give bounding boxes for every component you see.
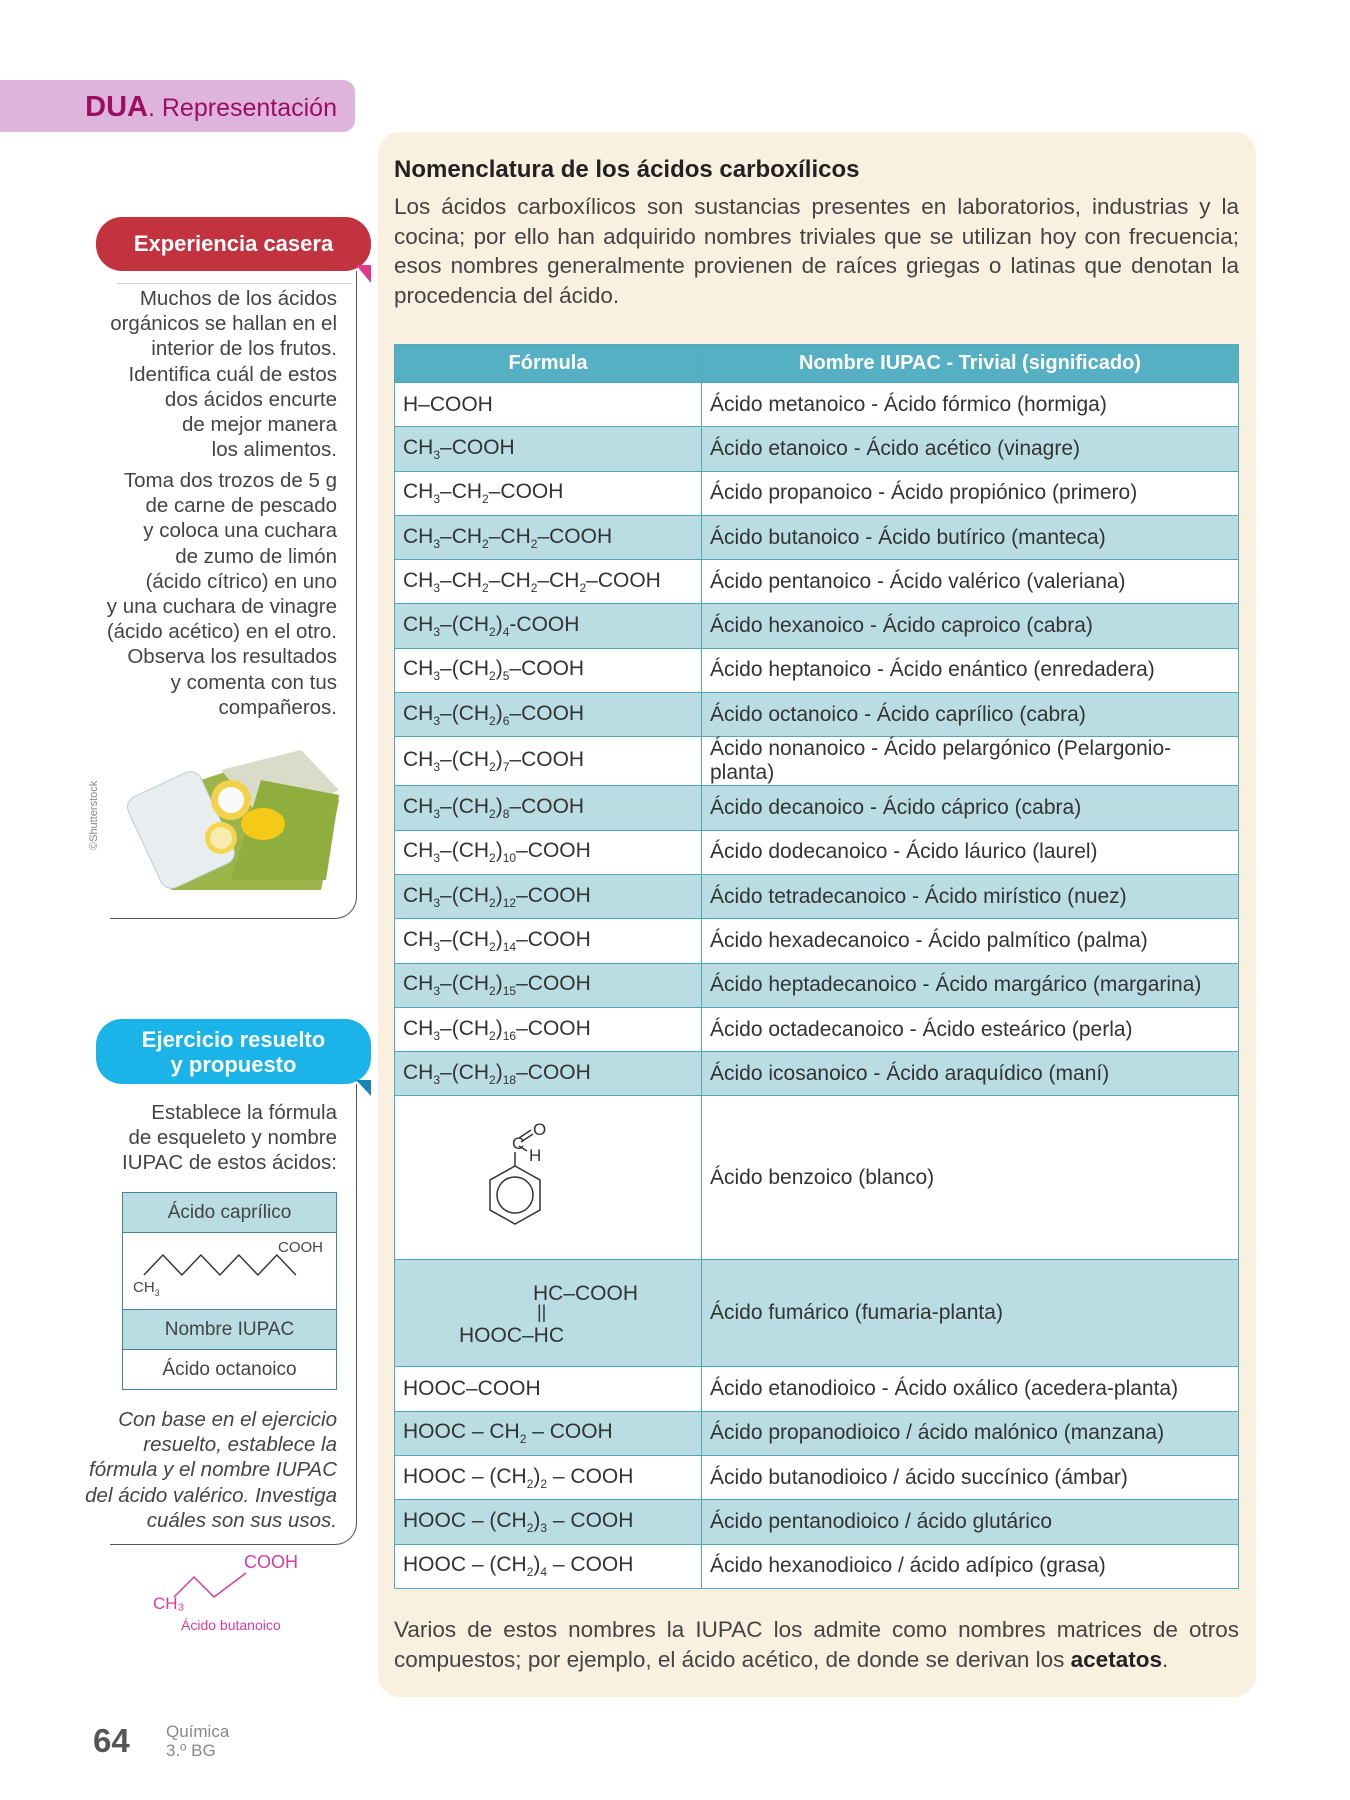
formula-subscript: 15 [502, 984, 517, 999]
formula-text: HOOC – CH [403, 1420, 520, 1444]
formula-subscript: 4 [540, 1565, 548, 1580]
formula-text: ) [495, 1016, 503, 1040]
acid-name-cell: Ácido propanoico - Ácido propiónico (primero) [702, 471, 1239, 515]
formula-cell [395, 919, 702, 963]
acid-name: Ácido caprílico [123, 1193, 337, 1233]
header-line-2: y propuesto [170, 1052, 297, 1077]
dua-banner [0, 80, 355, 132]
formula-text: ) [495, 657, 503, 681]
formula-text: CH [403, 795, 434, 819]
formula-text: ) [495, 613, 503, 637]
formula-subscript: 3 [433, 536, 441, 551]
formula-text: –COOH [537, 524, 613, 548]
dua-label: DUA [85, 91, 148, 123]
formula-text: – COOH [547, 1508, 634, 1532]
benzoic-structure [395, 1096, 702, 1260]
table-row [395, 830, 1239, 874]
formula-subscript: 2 [489, 1072, 496, 1087]
benzene-ring [485, 1116, 565, 1246]
formula-subscript: 3 [433, 939, 441, 954]
formula-cell [395, 560, 702, 604]
table-row [395, 1007, 1239, 1051]
divider [117, 283, 352, 284]
formula-subscript: 2 [489, 939, 496, 954]
ch3-label [133, 1279, 160, 1298]
formula-subscript: 2 [482, 492, 489, 507]
formula-subscript: 2 [489, 625, 496, 640]
formula-text: ) [495, 701, 503, 725]
acid-name-cell: Ácido octadecanoico - Ácido esteárico (perla) [702, 1007, 1239, 1051]
ejercicio-resuelto-header [96, 1019, 371, 1084]
formula-text: –CH [440, 524, 483, 548]
formula-cell [395, 1411, 702, 1455]
formula-text: ) [495, 795, 503, 819]
acid-name-cell: Ácido hexanoico - Ácido caproico (cabra) [702, 604, 1239, 648]
tab-corner [356, 1080, 371, 1096]
acid-name-cell: Ácido heptadecanoico - Ácido margárico (margarina) [702, 963, 1239, 1007]
formula-subscript: 16 [502, 1028, 517, 1043]
subject: Química [166, 1722, 230, 1741]
table-row [395, 648, 1239, 692]
acid-name-cell: Ácido heptanoico - Ácido enántico (enredadera) [702, 648, 1239, 692]
acid-name-cell: Ácido etanodioico - Ácido oxálico (acedera-planta) [702, 1367, 1239, 1411]
formula-text: –(CH [440, 657, 490, 681]
formula-subscript: 3 [433, 669, 441, 684]
grade: 3.º BG [166, 1741, 216, 1760]
formula-text: CH [403, 568, 434, 592]
formula-text: –COOH [440, 435, 515, 459]
formula-subscript: 2 [530, 536, 538, 551]
table-row [395, 1052, 1239, 1096]
closing-bold: acetatos [1070, 1646, 1162, 1672]
formula-cell [395, 471, 702, 515]
formula-text: CH [403, 972, 434, 996]
formula-text: ) [495, 883, 503, 907]
formula-text: – COOH [526, 1420, 613, 1444]
formula-subscript: 2 [482, 580, 489, 595]
ch-sub: 3 [154, 1288, 160, 1298]
acid-name-cell: Ácido decanoico - Ácido cáprico (cabra) [702, 786, 1239, 830]
formula-subscript: 3 [433, 851, 441, 866]
formula-cell [395, 963, 702, 1007]
formula-subscript: 3 [433, 625, 441, 640]
formula-subscript: 14 [502, 939, 517, 954]
formula-subscript: 2 [526, 1520, 534, 1535]
carbon-label: C [512, 1134, 525, 1154]
double-bond: || [537, 1302, 547, 1323]
table-row [395, 963, 1239, 1007]
closing-text: Varios de estos nombres la IUPAC los admite como nombres matrices de otros compuestos; por ejemplo, el ácido acético, de donde se derivan los [394, 1617, 1239, 1672]
formula-text: –COOH [586, 568, 661, 592]
formula-text: –COOH [516, 883, 591, 907]
formula-cell [395, 1456, 702, 1500]
formula-text: –(CH [440, 748, 490, 772]
formula-cell [395, 383, 702, 427]
example-ch3: CH₃ [153, 1594, 185, 1613]
formula-subscript: 3 [433, 492, 441, 507]
formula-text: ) [495, 972, 503, 996]
table-row [395, 874, 1239, 918]
formula-cell [395, 515, 702, 559]
ejercicio-task: Con base en el ejercicio resuelto, establece la fórmula y el nombre IUPAC del ácido valérico. Investiga cuáles son sus usos. [85, 1408, 337, 1532]
vinegar-lemon-photo [111, 740, 339, 892]
table-row [395, 560, 1239, 604]
fumaric-top: HC–COOH [533, 1282, 639, 1306]
formula-text: –CH [537, 568, 580, 592]
formula-text: –(CH [440, 613, 490, 637]
formula-text: –CH [488, 524, 531, 548]
formula-text: HOOC – (CH [403, 1553, 527, 1577]
formula-subscript: 3 [433, 895, 441, 910]
formula-text: –(CH [440, 972, 490, 996]
formula-text: CH [403, 613, 434, 637]
formula-subscript: 2 [489, 851, 496, 866]
acid-name-cell: Ácido etanoico - Ácido acético (vinagre) [702, 427, 1239, 471]
acid-name-cell: Ácido pentanodioico / ácido glutárico [702, 1500, 1239, 1544]
experiencia-text-2: Toma dos trozos de 5 g de carne de pescado y coloca una cuchara de zumo de limón (ácido cítrico) en uno y una cuchara de vinagre (ácido acético) en el otro. Observa los resultados y comenta con tus compañeros. [106, 469, 337, 719]
formula-text: ) [533, 1553, 541, 1577]
exercise-table [122, 1192, 337, 1390]
formula-subscript: 2 [489, 713, 496, 728]
formula-subscript: 2 [579, 580, 587, 595]
formula-text: CH [403, 435, 434, 459]
formula-text: ) [533, 1508, 541, 1532]
formula-subscript: 12 [502, 895, 517, 910]
formula-subscript: 7 [502, 760, 510, 775]
formula-subscript: 18 [502, 1072, 517, 1087]
table-row [395, 1367, 1239, 1411]
formula-text: HOOC–COOH [403, 1377, 541, 1401]
formula-cell [395, 1544, 702, 1588]
formula-cell [395, 786, 702, 830]
formula-text: CH [403, 927, 434, 951]
formula-text: –COOH [516, 839, 591, 863]
example-label: Ácido butanoico [181, 1617, 281, 1633]
footer-subject [166, 1722, 229, 1760]
formula-text: CH [403, 657, 434, 681]
table-row-fumaric [395, 1260, 1239, 1367]
formula-cell [395, 648, 702, 692]
formula-subscript: 2 [540, 1476, 548, 1491]
formula-subscript: 2 [482, 536, 489, 551]
formula-text: –COOH [509, 748, 585, 772]
formula-subscript: 3 [433, 760, 441, 775]
header-name: Nombre IUPAC - Trivial (significado) [702, 345, 1239, 383]
acid-name-cell: Ácido metanoico - Ácido fórmico (hormiga) [702, 383, 1239, 427]
acid-name-cell: Ácido icosanoico - Ácido araquídico (maní) [702, 1052, 1239, 1096]
carboxylic-acids-table [394, 344, 1239, 1589]
formula-text: –COOH [516, 927, 591, 951]
formula-text: –COOH [509, 657, 585, 681]
hydrogen-label: H [529, 1146, 542, 1166]
formula-text: ) [495, 927, 503, 951]
skeleton-formula-cell [123, 1233, 337, 1310]
header-formula: Fórmula [395, 345, 702, 383]
acid-name-cell: Ácido butanoico - Ácido butírico (manteca) [702, 515, 1239, 559]
formula-text: ) [495, 839, 503, 863]
formula-text: –(CH [440, 1016, 490, 1040]
formula-subscript: 2 [519, 1432, 527, 1447]
formula-cell [395, 830, 702, 874]
formula-text: –(CH [440, 883, 490, 907]
section-title: Nomenclatura de los ácidos carboxílicos [394, 156, 860, 183]
cooh-label: COOH [278, 1239, 323, 1256]
acid-name-cell: Ácido pentanoico - Ácido valérico (valeriana) [702, 560, 1239, 604]
formula-subscript: 3 [433, 713, 441, 728]
formula-subscript: 3 [433, 580, 441, 595]
formula-text: CH [403, 524, 434, 548]
page-number: 64 [93, 1722, 130, 1759]
table-row [395, 1500, 1239, 1544]
formula-cell [395, 737, 702, 786]
oxygen-label: O [533, 1120, 547, 1140]
formula-text: CH [403, 1060, 434, 1084]
formula-subscript: 3 [540, 1520, 548, 1535]
formula-text: –(CH [440, 927, 490, 951]
intro-paragraph: Los ácidos carboxílicos son sustancias presentes en laboratorios, industrias y la cocina; por ello han adquirido nombres triviales que se utilizan hoy con frecuencia; esos nombres generalmente provienen de raíces griegas o latinas que denotan la procedencia del ácido. [394, 194, 1239, 309]
closing-paragraph [394, 1615, 1239, 1674]
table-row [395, 693, 1239, 737]
formula-subscript: 10 [502, 851, 517, 866]
acid-name-cell: Ácido propanodioico / ácido malónico (manzana) [702, 1411, 1239, 1455]
table-row [395, 427, 1239, 471]
formula-cell [395, 1367, 702, 1411]
photo-credit: ©Shutterstock [88, 780, 100, 850]
formula-subscript: 3 [433, 984, 441, 999]
formula-text: HOOC – (CH [403, 1508, 527, 1532]
formula-text: –(CH [440, 839, 490, 863]
formula-text: –(CH [440, 701, 490, 725]
formula-text: ) [495, 748, 503, 772]
formula-cell [395, 874, 702, 918]
formula-text: –COOH [516, 1060, 591, 1084]
acid-name-cell: Ácido tetradecanoico - Ácido mirístico (nuez) [702, 874, 1239, 918]
formula-subscript: 8 [502, 807, 510, 822]
formula-text: –(CH [440, 795, 490, 819]
table-row [395, 515, 1239, 559]
formula-subscript: 3 [433, 1072, 441, 1087]
table-row [395, 1411, 1239, 1455]
ch-text: CH [133, 1279, 155, 1296]
formula-subscript: 5 [502, 669, 510, 684]
header-line-1: Ejercicio resuelto [141, 1027, 326, 1052]
fumaric-name: Ácido fumárico (fumaria-planta) [702, 1260, 1239, 1367]
formula-subscript: 2 [489, 760, 496, 775]
benzoic-name: Ácido benzoico (blanco) [702, 1096, 1239, 1260]
formula-text: –CH [488, 568, 531, 592]
table-row [395, 604, 1239, 648]
formula-cell [395, 1052, 702, 1096]
formula-cell [395, 693, 702, 737]
formula-text: CH [403, 701, 434, 725]
tab-corner [356, 265, 371, 283]
table-row [395, 919, 1239, 963]
formula-text: CH [403, 839, 434, 863]
formula-subscript: 2 [489, 1028, 496, 1043]
formula-text: –COOH [509, 795, 585, 819]
formula-text: –CH [440, 568, 483, 592]
formula-text: –CH [440, 480, 483, 504]
closing-end: . [1161, 1646, 1169, 1672]
formula-text: –(CH [440, 1060, 490, 1084]
iupac-header: Nombre IUPAC [123, 1310, 337, 1350]
table-row [395, 383, 1239, 427]
table-row [395, 786, 1239, 830]
example-cooh: COOH [244, 1552, 298, 1572]
formula-text: ) [533, 1464, 541, 1488]
formula-cell [395, 604, 702, 648]
table-row-benzoic [395, 1096, 1239, 1260]
formula-text: CH [403, 883, 434, 907]
experiencia-casera-header: Experiencia casera [96, 217, 371, 271]
formula-text: –COOH [516, 972, 591, 996]
formula-subscript: 2 [489, 895, 496, 910]
table-row [395, 737, 1239, 786]
formula-subscript: 2 [489, 669, 496, 684]
dua-section: . Representación [147, 94, 337, 122]
acid-name-cell: Ácido hexanodioico / ácido adípico (grasa) [702, 1544, 1239, 1588]
table-row [395, 471, 1239, 515]
formula-text: – COOH [547, 1464, 634, 1488]
table-row [395, 1456, 1239, 1500]
table-row [395, 1544, 1239, 1588]
formula-text: CH [403, 748, 434, 772]
acid-name-cell: Ácido nonanoico - Ácido pelargónico (Pelargonio-planta) [702, 737, 1239, 786]
fumaric-structure [395, 1260, 702, 1367]
fumaric-bottom: HOOC–HC [459, 1324, 565, 1348]
formula-subscript: 6 [502, 713, 510, 728]
formula-text: H–COOH [403, 392, 493, 416]
acid-name-cell: Ácido hexadecanoico - Ácido palmítico (palma) [702, 919, 1239, 963]
formula-text: CH [403, 480, 434, 504]
formula-subscript: 2 [526, 1565, 534, 1580]
formula-subscript: 3 [433, 1028, 441, 1043]
acid-name-cell: Ácido butanodioico / ácido succínico (ámbar) [702, 1456, 1239, 1500]
formula-text: – COOH [547, 1553, 634, 1577]
formula-text: ) [495, 1060, 503, 1084]
formula-text: -COOH [509, 613, 580, 637]
iupac-value: Ácido octanoico [123, 1350, 337, 1390]
ejercicio-instructions: Establece la fórmula de esqueleto y nombre IUPAC de estos ácidos: [122, 1101, 337, 1175]
formula-subscript: 3 [433, 447, 441, 462]
acid-name-cell: Ácido octanoico - Ácido caprílico (cabra) [702, 693, 1239, 737]
formula-text: –COOH [509, 701, 585, 725]
experiencia-text-1: Muchos de los ácidos orgánicos se hallan en el interior de los frutos. Identifica cuál de estos dos ácidos encurte de mejor manera los alimentos. [110, 287, 337, 462]
acid-name-cell: Ácido dodecanoico - Ácido láurico (laurel) [702, 830, 1239, 874]
formula-text: HOOC – (CH [403, 1464, 527, 1488]
formula-text: –COOH [488, 480, 564, 504]
formula-cell [395, 427, 702, 471]
formula-cell [395, 1007, 702, 1051]
formula-subscript: 2 [489, 984, 496, 999]
formula-subscript: 2 [530, 580, 538, 595]
formula-cell [395, 1500, 702, 1544]
formula-text: CH [403, 1016, 434, 1040]
formula-text: –COOH [516, 1016, 591, 1040]
formula-subscript: 2 [526, 1476, 534, 1491]
formula-subscript: 4 [502, 625, 510, 640]
formula-subscript: 3 [433, 807, 441, 822]
formula-subscript: 2 [489, 807, 496, 822]
